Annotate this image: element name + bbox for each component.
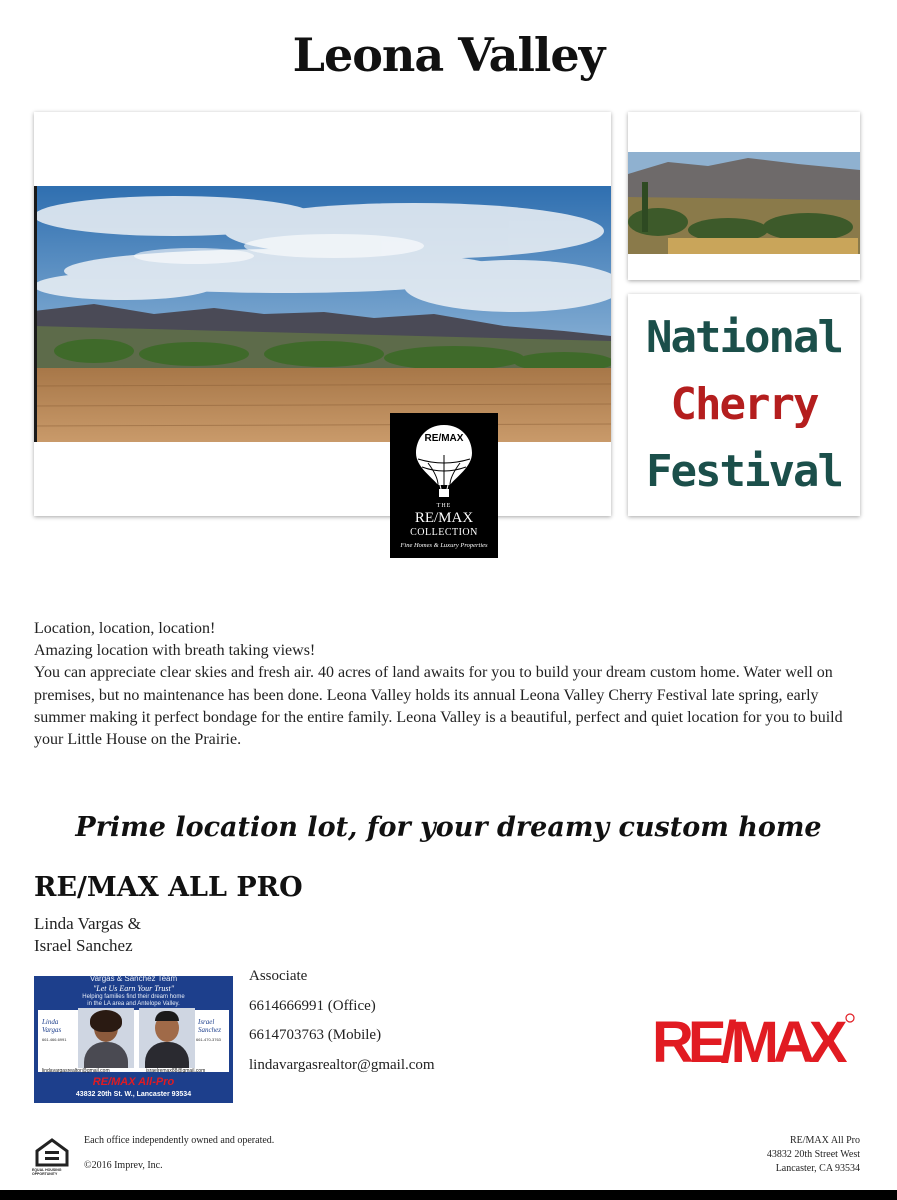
agent-business-card [34,970,233,1103]
footer-copyright: ©2016 Imprev, Inc. [84,1160,163,1171]
footer-office-address [767,1134,860,1176]
contact-mobile-phone[interactable]: 6614703763 (Mobile) [249,1027,382,1043]
footer-disclaimer [84,1134,274,1173]
agent-name-2: Israel Sanchez [34,936,133,955]
collection-tagline: Fine Homes & Luxury Properties [400,542,488,549]
card-brand: RE/MAX All-Pro [92,1076,175,1088]
footer-office-city: Lancaster, CA 93534 [775,1163,860,1174]
agent-name-1: Linda Vargas & [34,914,142,933]
description-paragraph: You can appreciate clear skies and fresh air. 40 acres of land awaits for you to build your dream custom home. Water well on premises, but no maintenance has been done. Leona Valley holds its annual Leona Valley Cherry Festival late spring, early summer making it perfect bondage for the entire family. Leona Valley is a beautiful, perfect and quiet location for you to build your Little House on the Prairie. [34,664,843,749]
contact-office-phone[interactable]: 6614666991 (Office) [249,997,376,1014]
company-name: RE/MAX ALL PRO [34,872,303,903]
card-address: 43832 20th St. W., Lancaster 93534 [75,1091,192,1098]
card-left-phone: 661.466.6991 [42,1037,67,1042]
festival-word-cherry: Cherry [670,379,818,430]
valley-thumbnail-card [628,112,860,280]
remax-logo [652,1010,857,1077]
festival-word-national: National [646,312,842,363]
footer-office-street: 43832 20th Street West [766,1149,860,1160]
card-left-email: lindavargasrealtor@gmail.com [42,1068,110,1074]
bottom-border [0,1190,897,1200]
valley-landscape-photo [34,186,611,442]
collection-remax: RE/MAX [414,510,474,526]
card-team-name: Vargas & Sanchez Team [89,974,178,983]
contact-info [249,968,435,1086]
listing-description [34,618,864,751]
card-motto: "Let Us Earn Your Trust" [92,984,175,993]
collection-word: COLLECTION [410,527,478,538]
card-blurb-1: Helping families find their dream home [82,994,185,1000]
remax-collection-badge [390,413,498,558]
agent-photo-israel [139,1008,195,1068]
page-title: Leona Valley [292,28,605,82]
footer-disclaimer-text: Each office independently owned and operated. [84,1135,275,1146]
card-right-email: israelremax88@gmail.com [146,1068,206,1074]
remax-logo-text: RE/MAX [652,1010,842,1072]
festival-word-festival: Festival [646,446,842,497]
listing-tagline: Prime location lot, for your dreamy custom home [75,812,822,843]
agent-photo-linda [78,1008,134,1068]
card-right-name-1: Israel [198,1018,215,1026]
collection-the: THE [436,503,452,509]
description-line-1: Location, location, location! [34,620,216,637]
contact-email[interactable]: lindavargasrealtor@gmail.com [249,1056,435,1073]
description-line-2: Amazing location with breath taking views! [34,642,316,660]
contact-role: Associate [249,968,308,984]
balloon-label: RE/MAX [424,433,464,444]
footer-office-name: RE/MAX All Pro [789,1135,860,1146]
remax-logo-graphic [652,1010,857,1072]
card-left-name-1: Linda [42,1018,59,1026]
cherry-festival-card [628,294,860,516]
card-right-name-2: Sanchez [198,1026,221,1034]
agent-names [34,913,141,957]
card-blurb-2: in the LA area and Antelope Valley. [87,1001,180,1007]
card-left-name-2: Vargas [42,1026,62,1034]
eho-label: EQUAL HOUSING OPPORTUNITY [32,1168,62,1176]
hero-photo-card [34,112,611,516]
valley-thumbnail-photo [628,152,860,254]
card-right-phone: 661-470-3763 [196,1037,221,1042]
